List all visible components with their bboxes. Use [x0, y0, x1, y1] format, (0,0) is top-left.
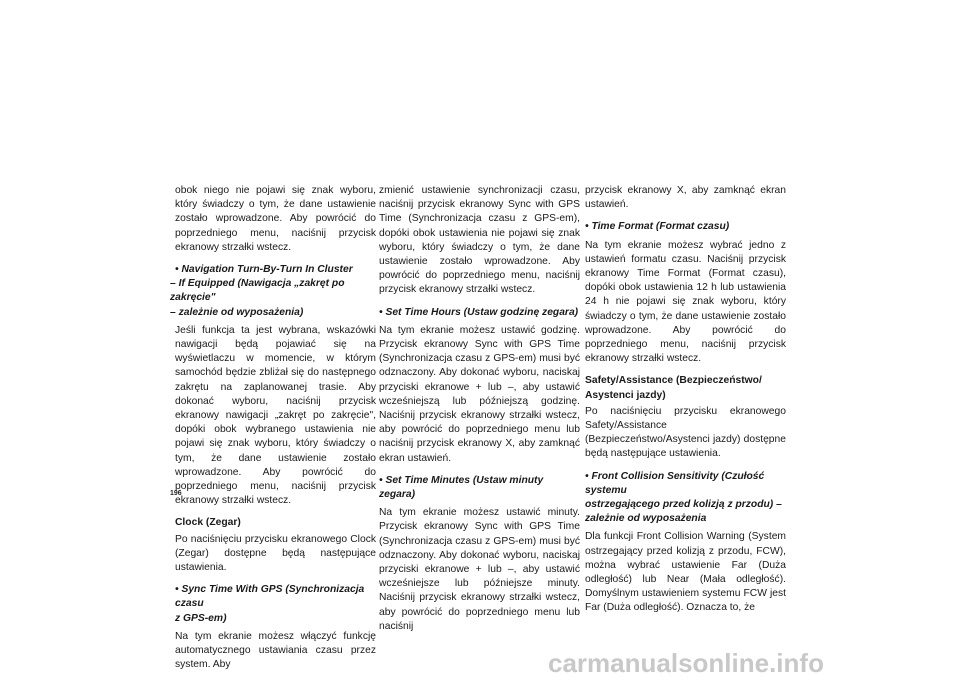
bullet-heading-line: – If Equipped (Nawigacja „zakręt po zakręcie"	[170, 278, 345, 304]
paragraph: Na tym ekranie możesz włączyć funkcję automatycznego ustawiania czasu przez system. Aby	[175, 630, 376, 671]
bullet-heading-time-format: • Time Format (Format czasu)	[585, 221, 730, 233]
bullet-heading-set-time-hours: • Set Time Hours (Ustaw godzinę zegara)	[379, 306, 579, 318]
paragraph: przycisk ekranowy X, aby zamknąć ekran ustawień.	[585, 185, 786, 211]
column-3	[580, 184, 786, 624]
section-heading-line: Asystenci jazdy)	[585, 389, 666, 401]
bullet-heading-sync-time	[170, 583, 376, 626]
paragraph: Na tym ekranie możesz ustawić minuty. Przycisk ekranowy Sync with GPS Time (Synchronizacja czasu z GPS-em) musi być odznaczony. Aby dokonać wyboru, naciskaj przyciski ekranowe + lub –, aby ustawić wcześniejsze lub późniejsze minuty. Naciśnij przycisk ekranowy strzałki wstecz, aby powrócić do poprzedniego menu lub naciśnij	[379, 507, 580, 632]
paragraph: Po naciśnięciu przycisku ekranowego Safety/Assistance (Bezpieczeństwo/Asystenci jazdy) dostępne będą następujące ustawienia.	[585, 405, 786, 460]
bullet-heading-line: zależnie od wyposażenia	[585, 513, 707, 525]
paragraph: obok niego nie pojawi się znak wyboru, który świadczy o tym, że dane ustawienie zostało wprowadzone. Aby powrócić do poprzedniego menu, naciśnij przycisk ekranowy strzałki wstecz.	[175, 185, 376, 253]
paragraph: Na tym ekranie możesz ustawić godzinę. Przycisk ekranowy Sync with GPS Time (Synchronizacja czasu z GPS-em) musi być odznaczony. Aby dokonać wyboru, naciskaj przyciski ekranowe + lub –, aby ustawić wcześniejszą lub późniejszą godzinę. Naciśnij przycisk ekranowy strzałki wstecz, aby powrócić do poprzedniego menu lub naciśnij przycisk ekranowy X, aby zamknąć ekran ustawień.	[379, 324, 580, 464]
paragraph: Dla funkcji Front Collision Warning (System ostrzegający przed kolizją z przodu, FCW), można wybrać ustawienie Far (Duża odległość) lub Near (Mała odległość). Domyślnym ustawieniem systemu FCW jest Far (Duża odległość). Oznacza to, że	[585, 531, 786, 614]
paragraph: zmienić ustawienie synchronizacji czasu, naciśnij przycisk ekranowy Sync with GPS Time (Synchronizacja czasu z GPS-em), dopóki obok ustawienia nie pojawi się znak wyboru, który świadczy o tym, że dane ustawienie zostało wprowadzone. Aby powrócić do poprzedniego menu, naciśnij przycisk ekranowy strzałki wstecz.	[379, 185, 580, 296]
bullet-heading-line: • Sync Time With GPS (Synchronizacja czasu	[175, 584, 365, 610]
bullet-heading-line: • Navigation Turn-By-Turn In Cluster	[175, 264, 353, 276]
section-heading-clock: Clock (Zegar)	[175, 517, 241, 529]
paragraph: Jeśli funkcja ta jest wybrana, wskazówki nawigacji będą pojawiać się na wyświetlaczu w momencie, w którym samochód będzie zbliżał się do następnego zakrętu na zaplanowanej trasie. Aby dokonać wyboru, naciśnij przycisk ekranowy nawigacji „zakręt po zakręcie", dopóki obok wybranego ustawienia nie pojawi się znak wyboru, który świadczy o tym, że dane ustawienie zostało wprowadzone. Aby powrócić do poprzedniego menu, naciśnij przycisk ekranowy strzałki wstecz.	[175, 324, 376, 507]
bullet-heading-front-collision	[580, 470, 786, 527]
section-heading-safety-assistance	[580, 374, 786, 402]
column-2	[374, 184, 580, 642]
watermark: carmanualsonline.info	[548, 648, 824, 678]
bullet-heading-navigation	[170, 263, 376, 320]
bullet-heading-line: • Front Collision Sensitivity (Czułość systemu	[585, 470, 765, 496]
column-1	[170, 184, 376, 681]
bullet-heading-line: ostrzegającego przed kolizją z przodu) –	[585, 499, 782, 511]
section-heading-line: Safety/Assistance (Bezpieczeństwo/	[585, 375, 762, 387]
page-number: 196	[170, 490, 182, 497]
paragraph: Po naciśnięciu przycisku ekranowego Clock (Zegar) dostępne będą następujące ustawienia.	[175, 533, 376, 574]
bullet-heading-line: – zależnie od wyposażenia)	[170, 306, 304, 318]
paragraph: Na tym ekranie możesz wybrać jedno z ustawień formatu czasu. Naciśnij przycisk ekranowy Time Format (Format czasu), dopóki obok ustawienia 12 h lub ustawienia 24 h nie pojawi się znak wyboru, który świadczy o tym, że dane ustawienie zostało wprowadzone. Aby powrócić do poprzedniego menu, naciśnij przycisk ekranowy strzałki wstecz.	[585, 239, 786, 365]
bullet-heading-line: z GPS-em)	[175, 612, 227, 624]
bullet-heading-set-time-minutes: • Set Time Minutes (Ustaw minuty zegara)	[379, 474, 544, 501]
